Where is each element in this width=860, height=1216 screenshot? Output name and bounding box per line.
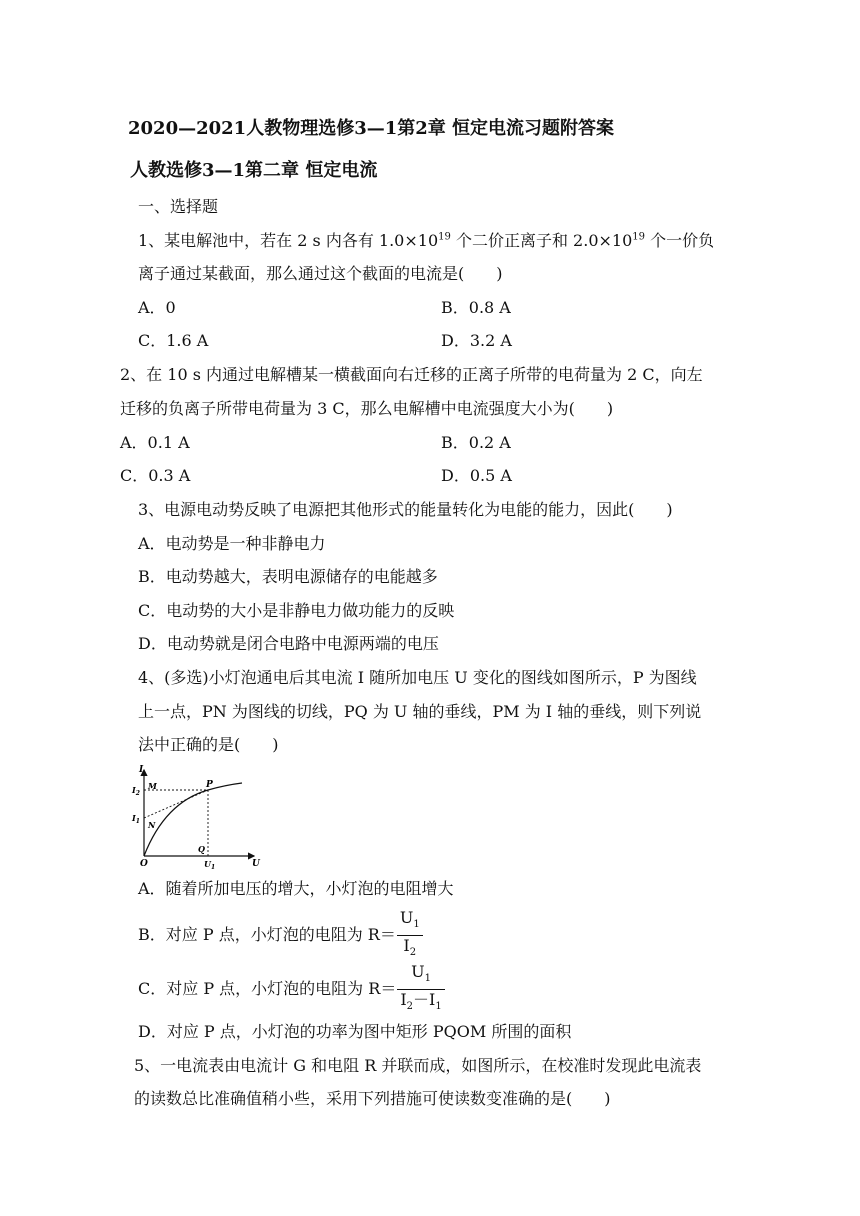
q5-line2: 的读数总比准确值稍小些，采用下列措施可使读数变准确的是( ) <box>134 1089 611 1108</box>
q1-line1: 1、某电解池中，若在 2 s 内各有 $1.0\times 10^{19}$ 个二价正离子和 $2.0\times 10^{19}$ 个一价负 <box>138 231 715 250</box>
iu-curve-figure <box>130 760 270 870</box>
q2-line2: 迁移的负离子所带电荷量为 3 C，那么电解槽中电流强度大小为( ) <box>120 399 614 418</box>
label-u: U <box>252 859 260 869</box>
q2-option-b: B．0.2 A <box>441 433 511 452</box>
q3-option-a: A．电动势是一种非静电力 <box>138 534 326 553</box>
document-title: 2020—2021人教物理选修3—1第2章 恒定电流习题附答案 <box>128 118 615 139</box>
q1-line2: 离子通过某截面，那么通过这个截面的电流是( ) <box>138 264 503 283</box>
q1-option-a: A．0 <box>138 298 176 317</box>
q4-line1: 4、(多选)小灯泡通电后其电流 I 随所加电压 U 变化的图线如图所示，P 为图线 <box>138 668 697 687</box>
q4-line2: 上一点，PN 为图线的切线，PQ 为 U 轴的垂线，PM 为 I 轴的垂线，则下列说 <box>138 702 702 721</box>
iu-curve <box>144 783 242 856</box>
q2-line1: 2、在 10 s 内通过电解槽某一横截面向右迁移的正离子所带的电荷量为 2 C，向左 <box>120 365 703 384</box>
fraction-c: $\frac{U_1}{I_2-I_1}$ <box>397 962 444 1017</box>
label-i1: $I_1$ <box>132 813 140 825</box>
fraction-b: $\frac{U_1}{I_2}$ <box>397 908 423 963</box>
chapter-subtitle: 人教选修3—1第二章 恒定电流 <box>130 160 378 181</box>
q3-option-d: D．电动势就是闭合电路中电源两端的电压 <box>138 634 439 653</box>
label-i: I <box>139 765 144 775</box>
q2-option-d: D．0.5 A <box>441 466 512 485</box>
q4-option-d: D．对应 P 点，小灯泡的功率为图中矩形 PQOM 所围的面积 <box>138 1022 572 1041</box>
section-heading: 一、选择题 <box>138 197 219 216</box>
label-o: O <box>140 859 148 869</box>
label-i2: $I_2$ <box>132 785 140 797</box>
q3-option-c: C．电动势的大小是非静电力做功能力的反映 <box>138 601 455 620</box>
q3-line1: 3、电源电动势反映了电源把其他形式的能量转化为电能的能力，因此( ) <box>138 500 673 519</box>
q2-option-a: A．0.1 A <box>120 433 190 452</box>
q1-option-d: D．3.2 A <box>441 331 512 350</box>
q4-line3: 法中正确的是( ) <box>138 735 279 754</box>
label-n: N <box>148 820 156 830</box>
label-p: P <box>206 780 213 790</box>
q3-option-b: B．电动势越大，表明电源储存的电能越多 <box>138 567 438 586</box>
q2-option-c: C．0.3 A <box>120 466 191 485</box>
q4-option-c: C．对应 P 点，小灯泡的电阻为 R＝ $\frac{U_1}{I_2-I_1}$ <box>138 962 445 1006</box>
q1-option-b: B．0.8 A <box>441 298 511 317</box>
q1-option-c: C．1.6 A <box>138 331 209 350</box>
q4-option-b: B．对应 P 点，小灯泡的电阻为 R＝ $\frac{U_1}{I_2}$ <box>138 908 423 952</box>
q5-line1: 5、一电流表由电流计 G 和电阻 R 并联而成，如图所示，在校准时发现此电流表 <box>134 1056 702 1075</box>
label-m: M <box>148 781 157 791</box>
q4-option-a: A．随着所加电压的增大，小灯泡的电阻增大 <box>138 879 454 898</box>
tangent-pn <box>144 790 208 818</box>
label-q: Q <box>198 844 205 854</box>
label-u1: $U_1$ <box>204 859 216 870</box>
